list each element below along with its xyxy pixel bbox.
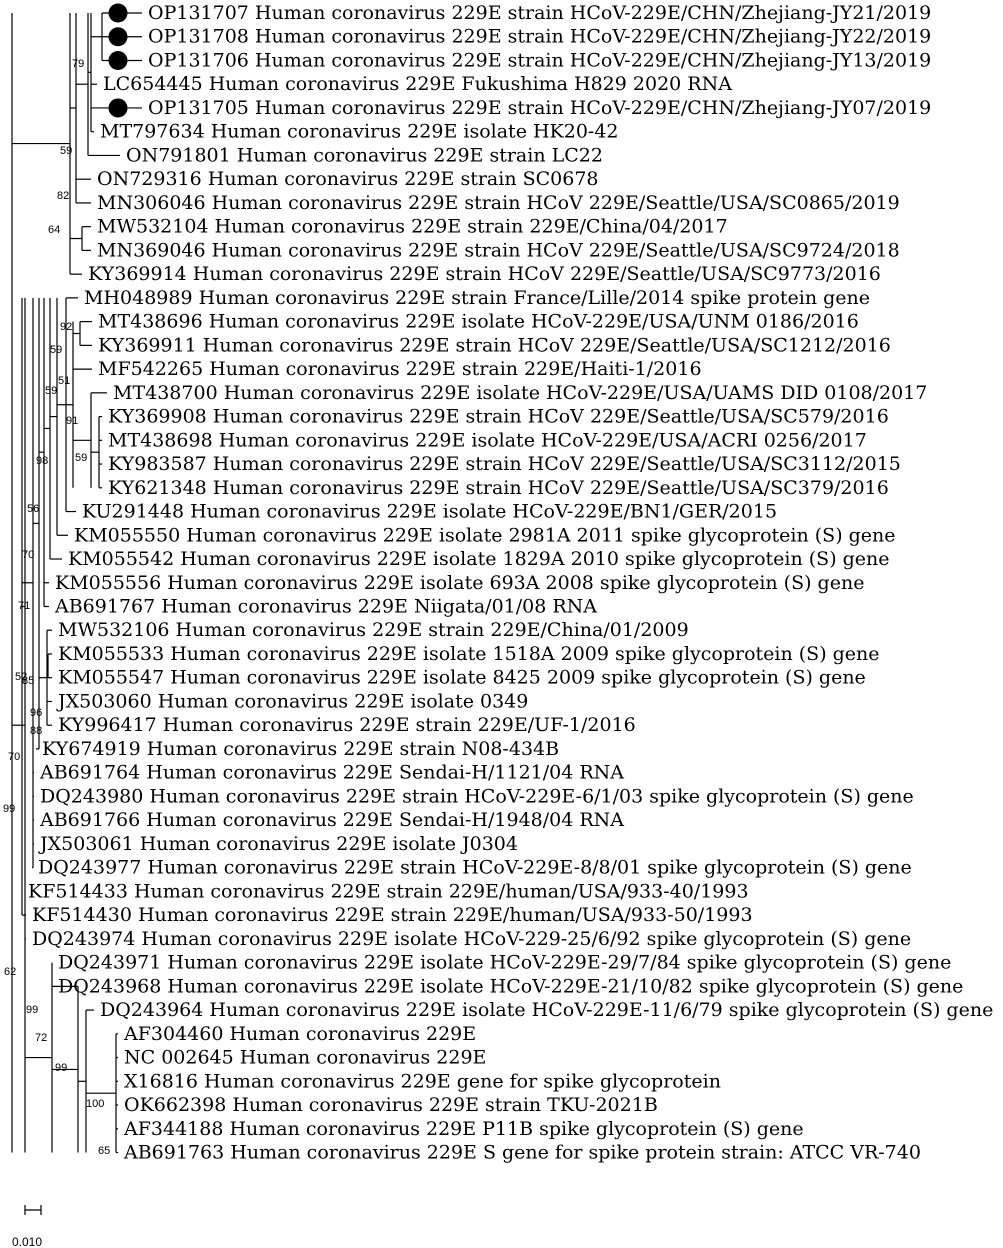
scale-bar-label: 0.010 — [12, 1235, 43, 1248]
taxon-label: AF304460 Human coronavirus 229E — [124, 1022, 477, 1045]
bootstrap-value: 62 — [4, 966, 17, 978]
taxon-label: KY674919 Human coronavirus 229E strain N08-434B — [42, 737, 560, 760]
scale-bar-line — [25, 1205, 41, 1215]
scale-bar — [12, 1205, 42, 1248]
taxon-label: KM055547 Human coronavirus 229E isolate 8425 2009 spike glycoprotein (S) gene — [58, 666, 866, 689]
taxon-label: MT797634 Human coronavirus 229E isolate HK20-42 — [100, 120, 619, 143]
taxon-label: MT438696 Human coronavirus 229E isolate HCoV-229E/USA/UNM 0186/2016 — [98, 310, 859, 333]
taxon-label: KM055550 Human coronavirus 229E isolate 2981A 2011 spike glycoprotein (S) gene — [74, 524, 896, 547]
sample-marker-dot — [109, 51, 128, 70]
taxon-label: AB691764 Human coronavirus 229E Sendai-H/1121/04 RNA — [40, 761, 625, 784]
taxon-label: DQ243974 Human coronavirus 229E isolate HCoV-229-25/6/92 spike glycoprotein (S) gene — [32, 927, 912, 950]
taxon-label: KY369908 Human coronavirus 229E strain HCoV 229E/Seattle/USA/SC579/2016 — [108, 405, 889, 428]
taxon-label: KY996417 Human coronavirus 229E strain 229E/UF-1/2016 — [58, 714, 636, 737]
taxon-label: MW532104 Human coronavirus 229E strain 229E/China/04/2017 — [97, 215, 728, 238]
bootstrap-value: 52 — [15, 671, 28, 683]
taxon-label: X16816 Human coronavirus 229E gene for spike glycoprotein — [124, 1070, 721, 1093]
taxon-label: ON791801 Human coronavirus 229E strain LC22 — [126, 144, 603, 167]
sample-marker-dot — [109, 27, 128, 46]
taxon-label: KM055542 Human coronavirus 229E isolate 1829A 2010 spike glycoprotein (S) gene — [68, 548, 890, 571]
taxon-labels — [28, 2, 993, 1164]
taxon-label: AB691763 Human coronavirus 229E S gene for spike protein strain: ATCC VR-740 — [124, 1141, 921, 1164]
bootstrap-value: 70 — [8, 751, 21, 763]
taxon-label: OP131707 Human coronavirus 229E strain HCoV-229E/CHN/Zhejiang-JY21/2019 — [148, 2, 932, 24]
taxon-label: LC654445 Human coronavirus 229E Fukushima H829 2020 RNA — [103, 73, 732, 96]
bootstrap-value: 99 — [3, 803, 16, 815]
taxon-label: KF514433 Human coronavirus 229E strain 229E/human/USA/933-40/1993 — [28, 880, 749, 903]
taxon-label: OP131706 Human coronavirus 229E strain HCoV-229E/CHN/Zhejiang-JY13/2019 — [148, 49, 932, 72]
taxon-label: DQ243977 Human coronavirus 229E strain HCoV-229E-8/8/01 spike glycoprotein (S) gene — [38, 856, 912, 879]
taxon-label: AF344188 Human coronavirus 229E P11B spike glycoprotein (S) gene — [124, 1117, 804, 1140]
taxon-label: KY369914 Human coronavirus 229E strain HCoV 229E/Seattle/USA/SC9773/2016 — [88, 263, 881, 286]
sample-marker-dot — [109, 98, 128, 117]
bootstrap-value: 64 — [48, 224, 61, 236]
bootstrap-value: 71 — [18, 600, 31, 612]
taxon-label: KM055556 Human coronavirus 229E isolate 693A 2008 spike glycoprotein (S) gene — [55, 571, 865, 594]
taxon-label: MT438698 Human coronavirus 229E isolate HCoV-229E/USA/ACRI 0256/2017 — [108, 429, 867, 452]
bootstrap-value: 70 — [22, 549, 35, 561]
bootstrap-value: 91 — [66, 415, 79, 427]
sample-marker-dot — [109, 4, 128, 23]
taxon-label: DQ243980 Human coronavirus 229E strain HCoV-229E-6/1/03 spike glycoprotein (S) gene — [40, 785, 914, 808]
bootstrap-value: 98 — [36, 455, 49, 467]
taxon-label: KU291448 Human coronavirus 229E isolate HCoV-229E/BN1/GER/2015 — [82, 500, 778, 523]
bootstrap-value: 59 — [45, 385, 58, 397]
taxon-label: KY621348 Human coronavirus 229E strain HCoV 229E/Seattle/USA/SC379/2016 — [108, 476, 889, 499]
taxon-label: KY983587 Human coronavirus 229E strain HCoV 229E/Seattle/USA/SC3112/2015 — [108, 453, 901, 476]
taxon-label: KY369911 Human coronavirus 229E strain HCoV 229E/Seattle/USA/SC1212/2016 — [98, 334, 891, 357]
taxon-label: NC 002645 Human coronavirus 229E — [124, 1046, 487, 1069]
taxon-label: OP131708 Human coronavirus 229E strain HCoV-229E/CHN/Zhejiang-JY22/2019 — [148, 25, 932, 48]
bootstrap-value: 92 — [60, 321, 73, 333]
bootstrap-value: 82 — [57, 190, 70, 202]
bootstrap-value: 72 — [35, 1032, 48, 1044]
bootstrap-value: 79 — [72, 58, 85, 70]
bootstrap-value: 99 — [55, 1062, 68, 1074]
bootstrap-value: 59 — [60, 145, 73, 157]
bootstrap-value: 59 — [75, 452, 88, 464]
taxon-label: DQ243968 Human coronavirus 229E isolate HCoV-229E-21/10/82 spike glycoprotein (S) gene — [58, 975, 964, 998]
taxon-label: KM055533 Human coronavirus 229E isolate 1518A 2009 spike glycoprotein (S) gene — [58, 642, 880, 665]
bootstrap-value: 56 — [27, 503, 40, 515]
taxon-label: AB691767 Human coronavirus 229E Niigata/01/08 RNA — [55, 595, 598, 618]
taxon-label: MW532106 Human coronavirus 229E strain 229E/China/01/2009 — [58, 619, 689, 642]
taxon-label: KF514430 Human coronavirus 229E strain 229E/human/USA/933-50/1993 — [32, 904, 753, 927]
taxon-label: MH048989 Human coronavirus 229E strain France/Lille/2014 spike protein gene — [84, 286, 871, 309]
taxon-label: ON729316 Human coronavirus 229E strain SC0678 — [97, 168, 599, 191]
bootstrap-value: 51 — [58, 375, 71, 387]
taxon-label: MT438700 Human coronavirus 229E isolate HCoV-229E/USA/UAMS DID 0108/2017 — [113, 381, 928, 404]
bootstrap-value: 100 — [86, 1098, 105, 1110]
bootstrap-value: 88 — [30, 725, 43, 737]
taxon-label: MN369046 Human coronavirus 229E strain HCoV 229E/Seattle/USA/SC9724/2018 — [97, 239, 900, 262]
taxon-label: JX503061 Human coronavirus 229E isolate J0304 — [40, 832, 518, 855]
bootstrap-value: 96 — [30, 707, 43, 719]
bootstrap-value: 65 — [98, 1145, 111, 1157]
bootstrap-value: 99 — [26, 1004, 39, 1016]
taxon-label: MF542265 Human coronavirus 229E strain 229E/Haiti-1/2016 — [98, 358, 702, 381]
taxon-label: DQ243964 Human coronavirus 229E isolate HCoV-229E-11/6/79 spike glycoprotein (S) gene — [100, 999, 994, 1022]
taxon-label: JX503060 Human coronavirus 229E isolate 0349 — [58, 690, 529, 713]
bootstrap-value: 85 — [22, 675, 35, 687]
taxon-label: DQ243971 Human coronavirus 229E isolate HCoV-229E-29/7/84 spike glycoprotein (S) gene — [58, 951, 952, 974]
taxon-label: OP131705 Human coronavirus 229E strain HCoV-229E/CHN/Zhejiang-JY07/2019 — [148, 96, 932, 119]
taxon-label: OK662398 Human coronavirus 229E strain TKU-2021B — [124, 1094, 658, 1117]
taxon-label: AB691766 Human coronavirus 229E Sendai-H/1948/04 RNA — [40, 809, 625, 832]
bootstrap-value: 59 — [50, 344, 63, 356]
taxon-markers — [109, 4, 128, 118]
taxon-label: MN306046 Human coronavirus 229E strain HCoV 229E/Seattle/USA/SC0865/2019 — [97, 191, 900, 214]
